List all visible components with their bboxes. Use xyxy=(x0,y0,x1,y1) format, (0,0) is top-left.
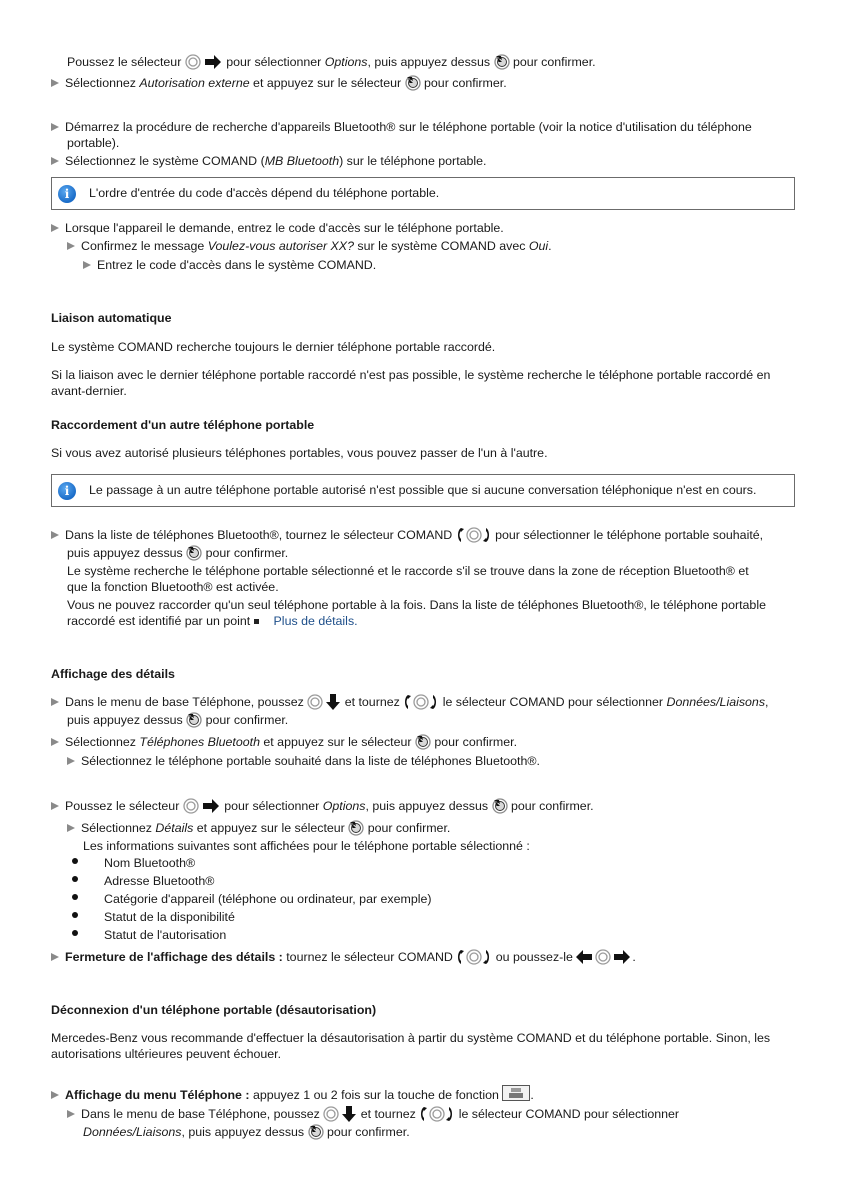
controller-press-icon xyxy=(348,820,364,836)
paragraph-cont: raccordé est identifié par un point Plus de détails. xyxy=(67,614,358,628)
bullet-icon xyxy=(72,930,78,936)
step-triangle-icon xyxy=(67,824,75,832)
step-triangle-icon xyxy=(67,1110,75,1118)
controller-slide-left-right-icon xyxy=(576,949,632,965)
connected-dot-icon xyxy=(254,619,259,624)
paragraph: Le système recherche le téléphone portable sélectionné et le raccorde s'il se trouve dans la zone de réception Bluetooth® et xyxy=(67,564,749,578)
more-details-link[interactable]: Plus de détails. xyxy=(273,614,358,628)
controller-press-icon xyxy=(186,712,202,728)
step-turn-select-phone: Dans la liste de téléphones Bluetooth®, tournez le sélecteur COMAND pour sélectionner le téléphone portable souhaité, xyxy=(51,527,763,543)
controller-turn-icon xyxy=(419,1106,455,1122)
heading-affichage-details: Affichage des détails xyxy=(51,667,175,681)
heading-raccordement: Raccordement d'un autre téléphone portable xyxy=(51,418,315,432)
paragraph-cont: que la fonction Bluetooth® est activée. xyxy=(67,580,279,594)
step-start-search-cont: portable). xyxy=(67,136,120,150)
controller-press-icon xyxy=(308,1124,324,1140)
controller-turn-icon xyxy=(456,949,492,965)
step-select-details: Sélectionnez Détails et appuyez sur le sélecteur pour confirmer. xyxy=(67,820,450,836)
step-menu-donnees-2: Dans le menu de base Téléphone, poussez et tournez le sélecteur COMAND pour sélectionner xyxy=(67,1106,679,1122)
heading-deconnexion: Déconnexion d'un téléphone portable (désautorisation) xyxy=(51,1003,377,1017)
paragraph: Si vous avez autorisé plusieurs téléphones portables, vous pouvez passer de l'un à l'autre. xyxy=(51,446,548,460)
step-turn-select-phone-cont: puis appuyez dessus pour confirmer. xyxy=(67,546,289,560)
step-push-options-2: Poussez le sélecteur pour sélectionner Options, puis appuyez dessus pour confirmer. xyxy=(51,798,594,814)
step-triangle-icon xyxy=(67,757,75,765)
heading-liaison-automatique: Liaison automatique xyxy=(51,311,172,325)
paragraph: Si la liaison avec le dernier téléphone portable raccordé n'est pas possible, le système recherche le téléphone portable raccordé en xyxy=(51,368,771,382)
step-triangle-icon xyxy=(51,738,59,746)
controller-press-icon xyxy=(186,545,202,561)
paragraph: Mercedes-Benz vous recommande d'effectuer la désautorisation à partir du système COMAND et du téléphone portable. Sinon, les xyxy=(51,1031,771,1045)
controller-press-icon xyxy=(405,75,421,91)
step-triangle-icon xyxy=(51,953,59,961)
paragraph: Vous ne pouvez raccorder qu'un seul téléphone portable à la fois. Dans la liste de téléphones Bluetooth®, le téléphone portable xyxy=(67,598,766,612)
step-triangle-icon xyxy=(51,1091,59,1099)
controller-turn-icon xyxy=(456,527,492,543)
step-close-details: Fermeture de l'affichage des détails : tournez le sélecteur COMAND ou poussez-le . xyxy=(51,949,636,965)
step-triangle-icon xyxy=(51,157,59,165)
controller-press-icon xyxy=(492,798,508,814)
list-item: Statut de l'autorisation xyxy=(104,928,227,942)
info-note-switch-phone xyxy=(51,474,795,507)
paragraph-cont: autorisations ultérieures peuvent échouer. xyxy=(51,1047,282,1061)
step-triangle-icon xyxy=(51,224,59,232)
step-confirm-message: Confirmez le message Voulez-vous autoriser XX? sur le système COMAND avec Oui. xyxy=(67,238,552,254)
bullet-icon xyxy=(72,894,78,900)
list-item: Statut de la disponibilité xyxy=(104,910,235,924)
step-menu-donnees: Dans le menu de base Téléphone, poussez et tournez le sélecteur COMAND pour sélectionner Données/Liaisons, xyxy=(51,694,768,710)
info-icon: i xyxy=(58,482,76,500)
list-item: Catégorie d'appareil (téléphone ou ordinateur, par exemple) xyxy=(104,892,432,906)
controller-push-right-icon xyxy=(185,54,223,70)
step-enter-code-phone: Lorsque l'appareil le demande, entrez le code d'accès sur le téléphone portable. xyxy=(51,220,504,236)
bullet-icon xyxy=(72,858,78,864)
step-autorisation-externe: Sélectionnez Autorisation externe et appuyez sur le sélecteur pour confirmer. xyxy=(51,75,507,91)
step-start-search: Démarrez la procédure de recherche d'appareils Bluetooth® sur le téléphone portable (voir la notice d'utilisation du téléphone xyxy=(51,119,752,135)
paragraph-cont: avant-dernier. xyxy=(51,384,127,398)
list-item: Adresse Bluetooth® xyxy=(104,874,215,888)
paragraph: Le système COMAND recherche toujours le dernier téléphone portable raccordé. xyxy=(51,340,496,354)
step-triangle-icon xyxy=(51,802,59,810)
step-show-telephone-menu: Affichage du menu Téléphone : appuyez 1 ou 2 fois sur la touche de fonction . xyxy=(51,1085,534,1103)
step-triangle-icon xyxy=(51,698,59,706)
paragraph: Les informations suivantes sont affichées pour le téléphone portable sélectionné : xyxy=(83,839,530,853)
controller-push-down-icon xyxy=(323,1106,357,1122)
controller-push-down-icon xyxy=(307,694,341,710)
info-icon: i xyxy=(58,185,76,203)
step-select-phone-in-list: Sélectionnez le téléphone portable souhaité dans la liste de téléphones Bluetooth®. xyxy=(67,753,540,769)
bullet-icon xyxy=(72,912,78,918)
info-note-access-code xyxy=(51,177,795,210)
step-telephones-bluetooth: Sélectionnez Téléphones Bluetooth et appuyez sur le sélecteur pour confirmer. xyxy=(51,734,517,750)
step-menu-donnees-cont: puis appuyez dessus pour confirmer. xyxy=(67,713,289,727)
step-enter-code-comand: Entrez le code d'accès dans le système COMAND. xyxy=(83,257,376,273)
controller-turn-icon xyxy=(403,694,439,710)
tel-navi-function-key-icon xyxy=(502,1085,530,1102)
bullet-icon xyxy=(72,876,78,882)
info-note-text: L'ordre d'entrée du code d'accès dépend du téléphone portable. xyxy=(89,186,440,200)
list-item: Nom Bluetooth® xyxy=(104,856,196,870)
controller-press-icon xyxy=(494,54,510,70)
step-triangle-icon xyxy=(51,531,59,539)
controller-press-icon xyxy=(415,734,431,750)
step-triangle-icon xyxy=(51,123,59,131)
controller-push-right-icon xyxy=(183,798,221,814)
info-note-text: Le passage à un autre téléphone portable autorisé n'est possible que si aucune conversation téléphonique n'est en cours. xyxy=(89,483,757,497)
step-select-comand: Sélectionnez le système COMAND (MB Bluetooth) sur le téléphone portable. xyxy=(51,153,487,169)
step-triangle-icon xyxy=(83,261,91,269)
step-push-options: Poussez le sélecteur pour sélectionner Options, puis appuyez dessus pour confirmer. xyxy=(67,55,596,69)
step-menu-donnees-2-cont: Données/Liaisons, puis appuyez dessus pour confirmer. xyxy=(83,1125,410,1139)
step-triangle-icon xyxy=(67,242,75,250)
step-triangle-icon xyxy=(51,79,59,87)
